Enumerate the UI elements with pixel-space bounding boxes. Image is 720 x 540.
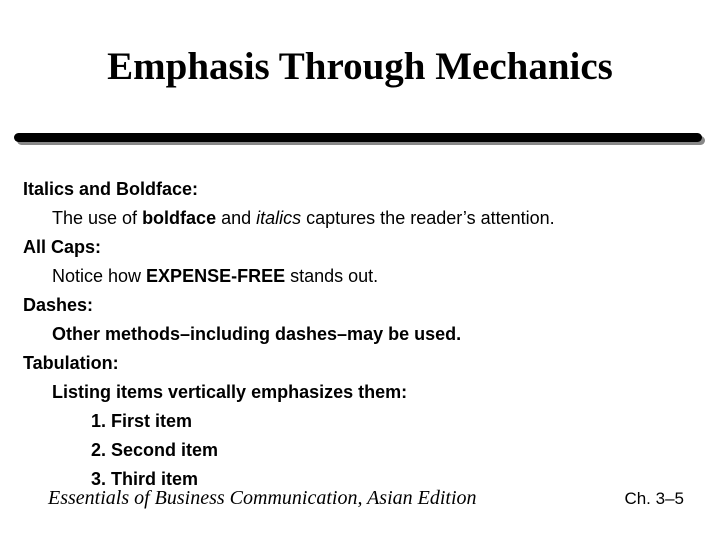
page-number: Ch. 3–5 <box>624 489 684 508</box>
footer-book-title: Essentials of Business Communication, Asian Edition <box>48 487 477 509</box>
section-text-tabulation: Listing items vertically emphasizes them: <box>52 382 408 402</box>
section-heading-italics: Italics and Boldface: <box>23 179 199 199</box>
text-segment: stands out. <box>285 266 379 286</box>
title-divider <box>14 133 702 142</box>
section-heading-tabulation: Tabulation: <box>23 353 119 373</box>
bold-word: boldface <box>142 208 217 228</box>
section-heading-caps: All Caps: <box>23 237 102 257</box>
italic-word: italics <box>256 208 302 228</box>
caps-word: EXPENSE-FREE <box>146 266 286 286</box>
list-item: 3. Third item <box>91 469 199 489</box>
list-item: 1. First item <box>91 411 193 431</box>
text-segment: and <box>216 208 257 228</box>
section-text-dashes: Other methods–including dashes–may be used. <box>52 324 462 344</box>
text-segment: captures the reader’s attention. <box>301 208 555 228</box>
slide-title: Emphasis Through Mechanics <box>107 45 613 88</box>
list-item: 2. Second item <box>91 440 219 460</box>
text-segment: Notice how <box>52 266 147 286</box>
section-text-italics <box>23 204 703 233</box>
section-heading-dashes: Dashes: <box>23 295 94 315</box>
slide-body <box>23 175 703 494</box>
section-text-caps <box>23 262 703 291</box>
text-segment: The use of <box>52 208 143 228</box>
